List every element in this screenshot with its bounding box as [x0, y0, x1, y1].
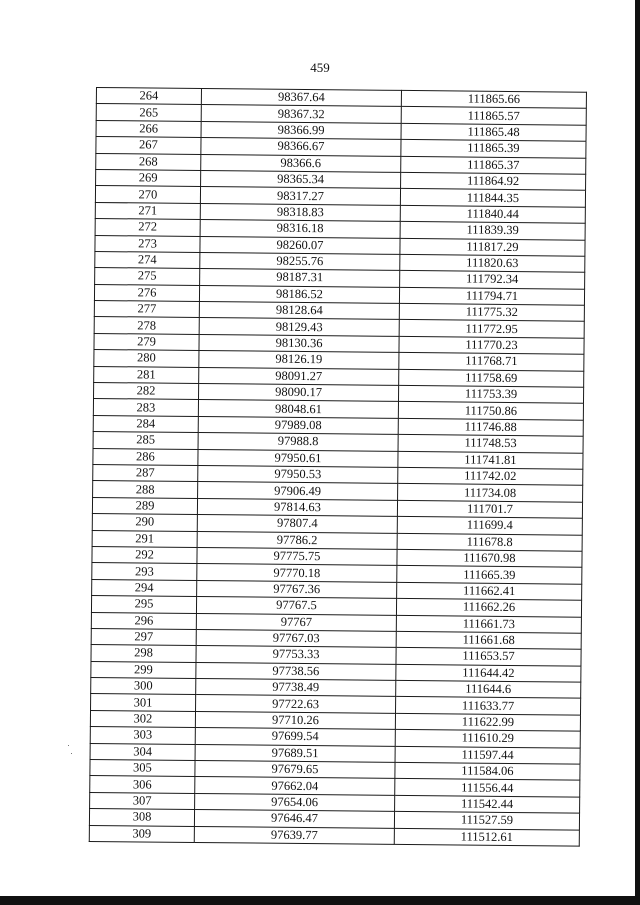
- x-coordinate-cell: 97679.65: [195, 760, 395, 778]
- y-coordinate-cell: 111840.44: [400, 205, 585, 223]
- coordinates-table: [89, 87, 587, 847]
- y-coordinate-cell: 111768.71: [399, 353, 584, 371]
- x-coordinate-cell: 98187.31: [200, 269, 400, 287]
- y-coordinate-cell: 111701.7: [397, 500, 582, 518]
- point-number-cell: 289: [92, 497, 197, 514]
- y-coordinate-cell: 111734.08: [398, 484, 583, 502]
- point-number-cell: 303: [90, 727, 195, 744]
- y-coordinate-cell: 111775.32: [399, 304, 584, 322]
- x-coordinate-cell: 97662.04: [195, 777, 395, 795]
- x-coordinate-cell: 98128.64: [199, 302, 399, 320]
- x-coordinate-cell: 97767: [196, 613, 396, 631]
- x-coordinate-cell: 97699.54: [195, 728, 395, 746]
- y-coordinate-cell: 111542.44: [395, 795, 580, 813]
- x-coordinate-cell: 97710.26: [195, 711, 395, 729]
- x-coordinate-cell: 98366.99: [201, 121, 401, 139]
- x-coordinate-cell: 98091.27: [199, 367, 399, 385]
- point-number-cell: 269: [96, 169, 201, 186]
- y-coordinate-cell: 111665.39: [397, 566, 582, 584]
- y-coordinate-cell: 111741.81: [398, 451, 583, 469]
- y-coordinate-cell: 111748.53: [398, 435, 583, 453]
- x-coordinate-cell: 98365.34: [201, 170, 401, 188]
- y-coordinate-cell: 111865.37: [401, 156, 586, 174]
- x-coordinate-cell: 97814.63: [197, 498, 397, 516]
- y-coordinate-cell: 111610.29: [395, 730, 580, 748]
- point-number-cell: 294: [92, 579, 197, 596]
- y-coordinate-cell: 111633.77: [396, 697, 581, 715]
- x-coordinate-cell: 98126.19: [199, 351, 399, 369]
- y-coordinate-cell: 111644.6: [396, 680, 581, 698]
- y-coordinate-cell: 111597.44: [395, 746, 580, 764]
- x-coordinate-cell: 97689.51: [195, 744, 395, 762]
- point-number-cell: 292: [92, 546, 197, 563]
- y-coordinate-cell: 111864.92: [401, 172, 586, 190]
- point-number-cell: 296: [91, 612, 196, 629]
- y-coordinate-cell: 111844.35: [400, 189, 585, 207]
- y-coordinate-cell: 111678.8: [397, 533, 582, 551]
- point-number-cell: 306: [90, 776, 195, 793]
- x-coordinate-cell: 98186.52: [199, 285, 399, 303]
- point-number-cell: 284: [93, 415, 198, 432]
- point-number-cell: 304: [90, 743, 195, 760]
- x-coordinate-cell: 97950.53: [198, 465, 398, 483]
- point-number-cell: 299: [91, 661, 196, 678]
- y-coordinate-cell: 111750.86: [398, 402, 583, 420]
- x-coordinate-cell: 98317.27: [200, 187, 400, 205]
- x-coordinate-cell: 97722.63: [196, 695, 396, 713]
- y-coordinate-cell: 111556.44: [395, 779, 580, 797]
- y-coordinate-cell: 111661.68: [396, 631, 581, 649]
- x-coordinate-cell: 98367.32: [201, 105, 401, 123]
- x-coordinate-cell: 98260.07: [200, 236, 400, 254]
- x-coordinate-cell: 97646.47: [194, 810, 394, 828]
- y-coordinate-cell: 111662.26: [396, 599, 581, 617]
- y-coordinate-cell: 111865.39: [401, 140, 586, 158]
- x-coordinate-cell: 98318.83: [200, 203, 400, 221]
- x-coordinate-cell: 97786.2: [197, 531, 397, 549]
- point-number-cell: 308: [89, 809, 194, 826]
- x-coordinate-cell: 97654.06: [195, 793, 395, 811]
- x-coordinate-cell: 97807.4: [197, 515, 397, 533]
- x-coordinate-cell: 98090.17: [199, 384, 399, 402]
- x-coordinate-cell: 97775.75: [197, 547, 397, 565]
- point-number-cell: 265: [96, 104, 201, 121]
- x-coordinate-cell: 98366.67: [201, 138, 401, 156]
- point-number-cell: 305: [90, 759, 195, 776]
- point-number-cell: 298: [91, 645, 196, 662]
- y-coordinate-cell: 111792.34: [400, 271, 585, 289]
- point-number-cell: 275: [95, 268, 200, 285]
- x-coordinate-cell: 97767.36: [197, 580, 397, 598]
- point-number-cell: 273: [95, 235, 200, 252]
- point-number-cell: 264: [96, 88, 201, 105]
- point-number-cell: 274: [95, 251, 200, 268]
- point-number-cell: 286: [93, 448, 198, 465]
- y-coordinate-cell: 111661.73: [396, 615, 581, 633]
- coordinates-table-wrapper: [89, 87, 586, 847]
- point-number-cell: 282: [94, 383, 199, 400]
- point-number-cell: 268: [96, 153, 201, 170]
- y-coordinate-cell: 111865.66: [401, 90, 586, 108]
- y-coordinate-cell: 111794.71: [399, 287, 584, 305]
- y-coordinate-cell: 111839.39: [400, 222, 585, 240]
- page-edge-bottom: [0, 896, 640, 905]
- y-coordinate-cell: 111512.61: [394, 828, 579, 846]
- point-number-cell: 288: [93, 481, 198, 498]
- x-coordinate-cell: 98367.64: [201, 89, 401, 107]
- x-coordinate-cell: 97770.18: [197, 564, 397, 582]
- point-number-cell: 279: [94, 333, 199, 350]
- point-number-cell: 293: [92, 563, 197, 580]
- x-coordinate-cell: 97738.49: [196, 679, 396, 697]
- coordinates-table-body: [89, 88, 586, 847]
- point-number-cell: 285: [93, 432, 198, 449]
- point-number-cell: 270: [95, 186, 200, 203]
- y-coordinate-cell: 111865.57: [401, 107, 586, 125]
- x-coordinate-cell: 97988.8: [198, 433, 398, 451]
- point-number-cell: 295: [91, 596, 196, 613]
- y-coordinate-cell: 111742.02: [398, 467, 583, 485]
- point-number-cell: 280: [94, 350, 199, 367]
- x-coordinate-cell: 98255.76: [200, 252, 400, 270]
- y-coordinate-cell: 111758.69: [399, 369, 584, 387]
- point-number-cell: 309: [89, 825, 194, 842]
- scan-speck: [71, 753, 72, 754]
- point-number-cell: 283: [93, 399, 198, 416]
- point-number-cell: 272: [95, 219, 200, 236]
- x-coordinate-cell: 97639.77: [194, 826, 394, 844]
- point-number-cell: 300: [91, 678, 196, 695]
- point-number-cell: 267: [96, 137, 201, 154]
- y-coordinate-cell: 111772.95: [399, 320, 584, 338]
- y-coordinate-cell: 111817.29: [400, 238, 585, 256]
- y-coordinate-cell: 111670.98: [397, 549, 582, 567]
- point-number-cell: 278: [94, 317, 199, 334]
- y-coordinate-cell: 111746.88: [398, 418, 583, 436]
- y-coordinate-cell: 111527.59: [394, 812, 579, 830]
- point-number-cell: 302: [90, 710, 195, 727]
- y-coordinate-cell: 111644.42: [396, 664, 581, 682]
- x-coordinate-cell: 98130.36: [199, 334, 399, 352]
- point-number-cell: 277: [94, 301, 199, 318]
- point-number-cell: 266: [96, 120, 201, 137]
- point-number-cell: 271: [95, 202, 200, 219]
- y-coordinate-cell: 111820.63: [400, 254, 585, 272]
- x-coordinate-cell: 98366.6: [201, 154, 401, 172]
- y-coordinate-cell: 111753.39: [398, 385, 583, 403]
- y-coordinate-cell: 111699.4: [397, 517, 582, 535]
- point-number-cell: 297: [91, 628, 196, 645]
- point-number-cell: 281: [94, 366, 199, 383]
- x-coordinate-cell: 98316.18: [200, 220, 400, 238]
- y-coordinate-cell: 111622.99: [395, 713, 580, 731]
- x-coordinate-cell: 97767.5: [196, 597, 396, 615]
- x-coordinate-cell: 97738.56: [196, 662, 396, 680]
- point-number-cell: 301: [91, 694, 196, 711]
- x-coordinate-cell: 97767.03: [196, 629, 396, 647]
- point-number-cell: 291: [92, 530, 197, 547]
- x-coordinate-cell: 98048.61: [198, 400, 398, 418]
- page-number: 459: [310, 60, 330, 75]
- x-coordinate-cell: 97989.08: [198, 416, 398, 434]
- point-number-cell: 290: [92, 514, 197, 531]
- y-coordinate-cell: 111662.41: [397, 582, 582, 600]
- y-coordinate-cell: 111653.57: [396, 648, 581, 666]
- page-edge-right: [635, 0, 640, 905]
- y-coordinate-cell: 111770.23: [399, 336, 584, 354]
- x-coordinate-cell: 97906.49: [198, 482, 398, 500]
- point-number-cell: 307: [90, 792, 195, 809]
- y-coordinate-cell: 111865.48: [401, 123, 586, 141]
- x-coordinate-cell: 97950.61: [198, 449, 398, 467]
- point-number-cell: 287: [93, 464, 198, 481]
- x-coordinate-cell: 97753.33: [196, 646, 396, 664]
- x-coordinate-cell: 98129.43: [199, 318, 399, 336]
- scan-speck: [68, 745, 69, 746]
- point-number-cell: 276: [94, 284, 199, 301]
- y-coordinate-cell: 111584.06: [395, 762, 580, 780]
